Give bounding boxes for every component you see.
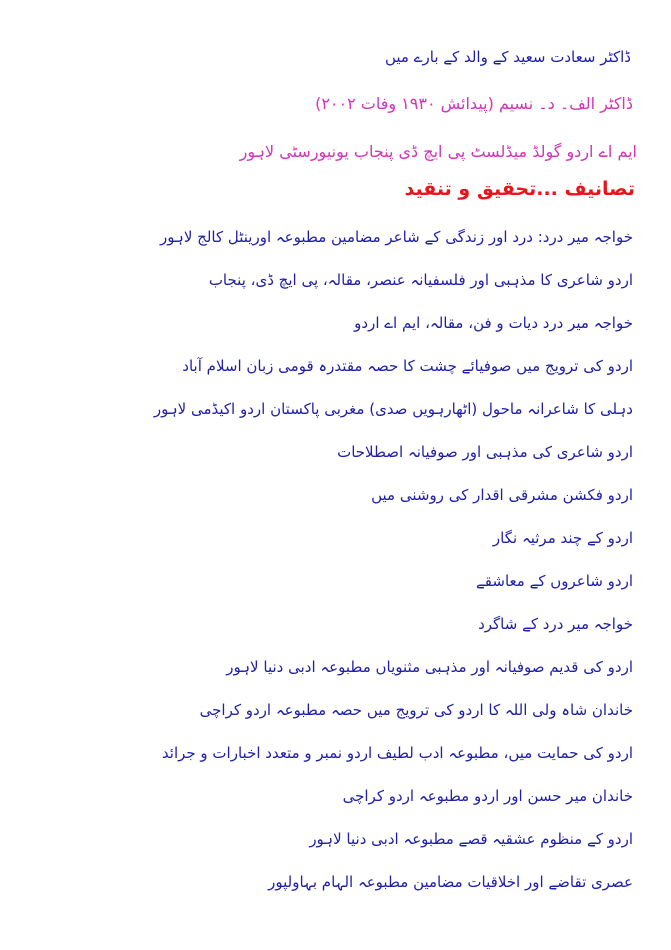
work-item: خواجہ میر درد کے شاگرد xyxy=(478,615,633,633)
work-item: دہلی کا شاعرانہ ماحول (اٹھارہویں صدی) مغربی پاکستان اردو اکیڈمی لاہور xyxy=(153,400,633,418)
work-item: اردو شاعری کا مذہبی اور فلسفیانہ عنصر، مقالہ، پی ایچ ڈی، پنجاب xyxy=(208,271,633,289)
work-item: خاندان میر حسن اور اردو مطبوعہ اردو کراچی xyxy=(342,787,633,805)
author-name-dates: ڈاکٹر الف۔ د۔ نسیم (پیدائش ۱۹۳۰ وفات ۲۰۰۲) xyxy=(315,94,633,113)
work-item: اردو فکشن مشرقی اقدار کی روشنی میں xyxy=(371,486,633,504)
work-item: اردو کی حمایت میں، مطبوعہ ادب لطیف اردو نمبر و متعدد اخبارات و جرائد xyxy=(161,744,633,762)
work-item: اردو کے منظوم عشقیہ قصے مطبوعہ ادبی دنیا لاہور xyxy=(309,830,633,848)
work-item: اردو شاعری کی مذہبی اور صوفیانہ اصطلاحات xyxy=(337,443,633,461)
work-item: خواجہ میر درد دیات و فن، مقالہ، ایم اے اردو xyxy=(354,314,633,332)
work-item: عصری تقاضے اور اخلاقیات مضامین مطبوعہ الہام بہاولپور xyxy=(268,873,633,891)
work-item: خواجہ میر درد: درد اور زندگی کے شاعر مضامین مطبوعہ اورینٹل کالج لاہور xyxy=(160,228,633,246)
work-item: اردو کے چند مرثیہ نگار xyxy=(492,529,633,547)
work-item: خاندان شاہ ولی اللہ کا اردو کی ترویج میں حصہ مطبوعہ اردو کراچی xyxy=(199,701,633,719)
header-title: ڈاکٹر سعادت سعید کے والد کے بارے میں xyxy=(384,48,631,66)
section-title: تصانیف ...تحقیق و تنقید xyxy=(404,178,635,200)
author-qualification: ایم اے اردو گولڈ میڈلسٹ پی ایچ ڈی پنجاب یونیورسٹی لاہور xyxy=(239,142,637,161)
work-item: اردو کی ترویج میں صوفیائے چشت کا حصہ مقتدرہ قومی زبان اسلام آباد xyxy=(182,357,633,375)
work-item: اردو کی قدیم صوفیانہ اور مذہبی مثنویاں مطبوعہ ادبی دنیا لاہور xyxy=(226,658,633,676)
work-item: اردو شاعروں کے معاشقے xyxy=(476,572,633,590)
